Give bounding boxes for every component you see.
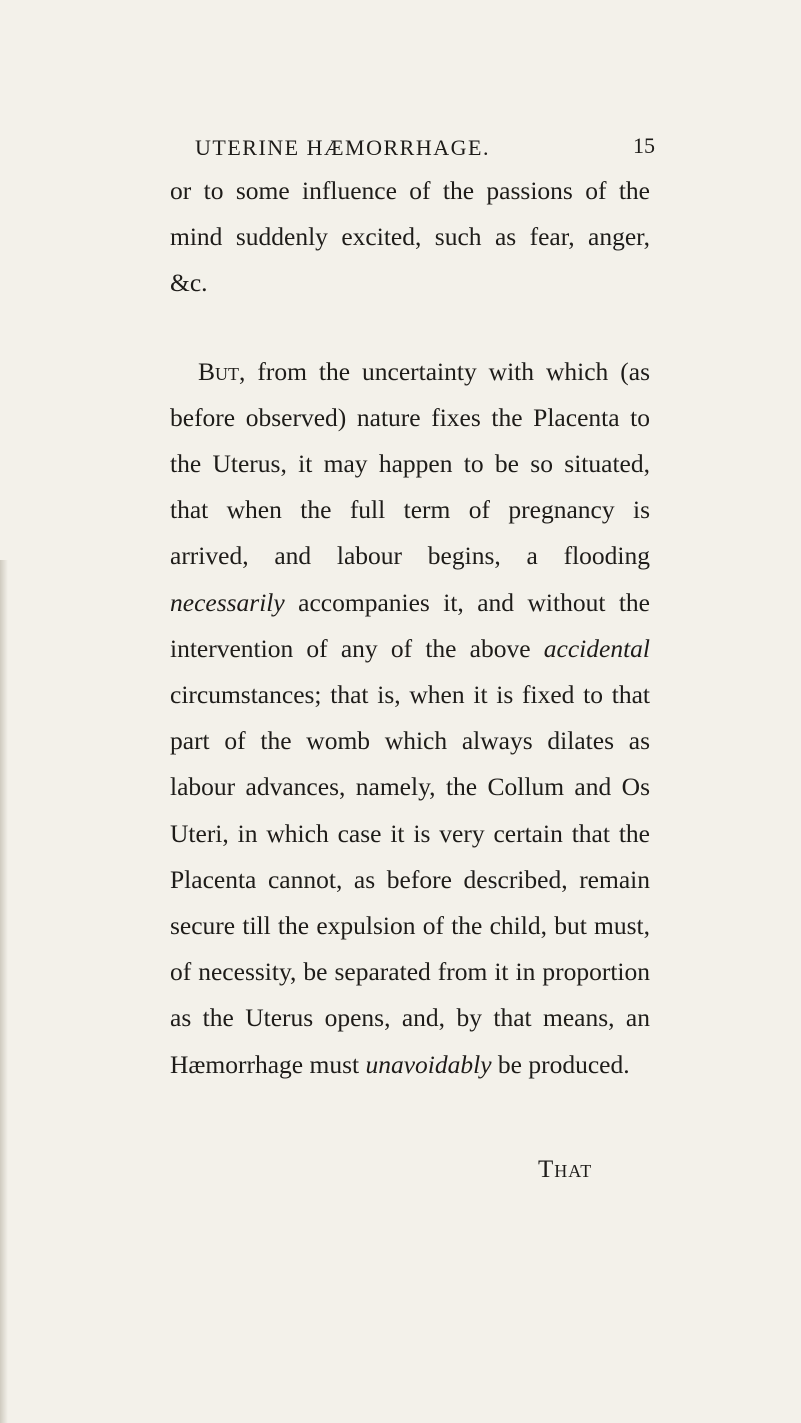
paragraph-text: accompanies it, and without the intervention of any of the above xyxy=(170,587,650,663)
page-number: 15 xyxy=(633,133,655,158)
italic-word: unavoidably xyxy=(365,1049,492,1079)
paragraph-text: be produced. xyxy=(491,1049,630,1079)
page-edge-shadow xyxy=(0,560,8,1423)
catchword: That xyxy=(538,1156,593,1183)
paragraph-text: , from the uncertainty with which (as before observed) nature fixes the Placenta to the Uterus, it may happen to be so situated, that when the full term of pregnancy is arrived, and labour begins, a flooding xyxy=(170,356,650,571)
page-header xyxy=(0,133,801,173)
paragraph-2 xyxy=(170,349,650,1088)
paragraph-text: circumstances; that is, when it is fixed to that part of the womb which always dilates as labour advances, namely, the Collum and Os Uteri, in which case it is very certain that the Placenta cannot, as before described, remain secure till the expulsion of the child, but must, of necessity, be separated from it in proportion as the Uterus opens, and, by that means, an Hæmorrhage must xyxy=(170,680,650,1079)
paragraph-lead-word: But xyxy=(198,356,240,386)
running-head: UTERINE HÆMORRHAGE. xyxy=(195,135,490,160)
paragraph-1: or to some influence of the passions of the mind suddenly excited, such as fear, anger, &c. xyxy=(170,176,650,298)
italic-word: necessarily xyxy=(170,587,285,617)
body-text xyxy=(170,168,650,1088)
italic-word: accidental xyxy=(543,633,650,663)
